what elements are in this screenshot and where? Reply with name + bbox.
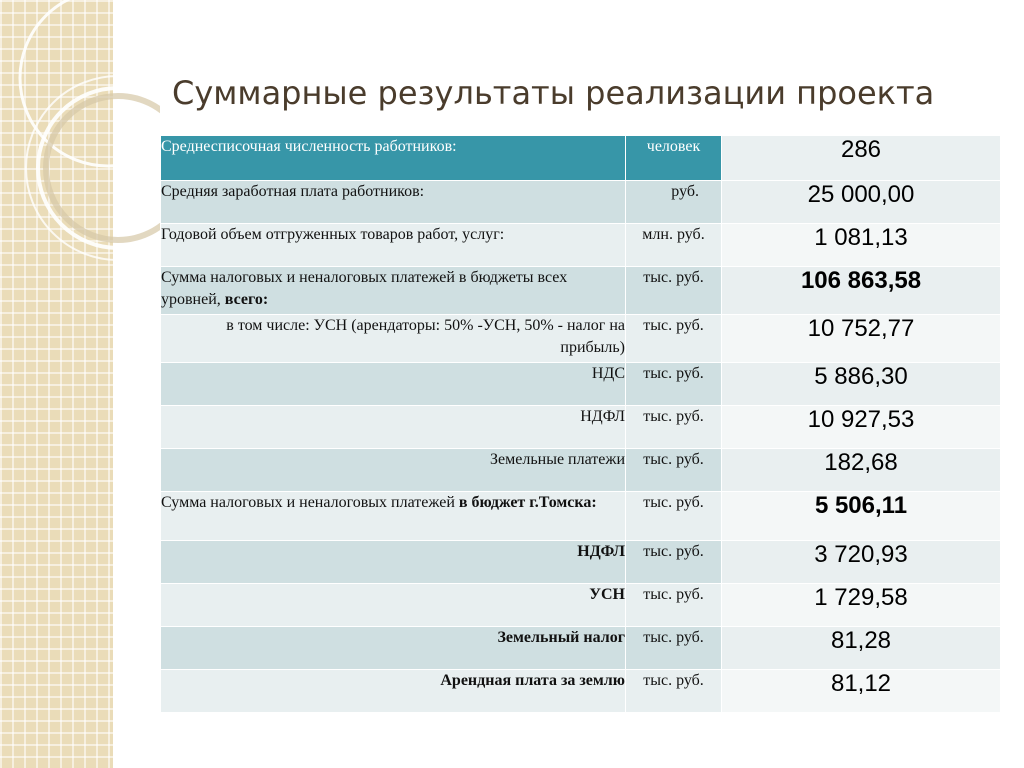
- row-unit: тыс. руб.: [626, 406, 722, 449]
- row-unit: тыс. руб.: [626, 267, 722, 315]
- results-table: [160, 135, 1001, 713]
- table-row: [161, 363, 1001, 406]
- row-label: УСН: [161, 584, 626, 627]
- row-value: 1 729,58: [722, 584, 1001, 627]
- row-value: 106 863,58: [722, 267, 1001, 315]
- table-row: [161, 584, 1001, 627]
- row-label: [161, 492, 626, 541]
- row-unit: тыс. руб.: [626, 492, 722, 541]
- row-label: НДФЛ: [161, 541, 626, 584]
- table-row: [161, 267, 1001, 315]
- table-row: [161, 224, 1001, 267]
- row-label: в том числе: УСН (арендаторы: 50% -УСН, 50% - налог на прибыль): [161, 315, 626, 363]
- row-value: 1 081,13: [722, 224, 1001, 267]
- row-label-text: Сумма налоговых и неналоговых платежей: [161, 494, 459, 511]
- row-value: 5 886,30: [722, 363, 1001, 406]
- row-label: [161, 267, 626, 315]
- row-value: 25 000,00: [722, 181, 1001, 224]
- row-label-bold: всего:: [224, 291, 269, 308]
- row-unit: тыс. руб.: [626, 449, 722, 492]
- row-value: 5 506,11: [722, 492, 1001, 541]
- row-label: Земельный налог: [161, 627, 626, 670]
- table-row: [161, 181, 1001, 224]
- row-label-bold: в бюджет г.Томска:: [458, 494, 597, 511]
- table-row: [161, 492, 1001, 541]
- row-value: 81,12: [722, 670, 1001, 713]
- row-unit: тыс. руб.: [626, 541, 722, 584]
- row-unit: тыс. руб.: [626, 363, 722, 406]
- row-label: Земельные платежи: [161, 449, 626, 492]
- row-label: Арендная плата за землю: [161, 670, 626, 713]
- table-row: [161, 670, 1001, 713]
- row-value: 3 720,93: [722, 541, 1001, 584]
- row-label: Годовой объем отгруженных товаров работ, услуг:: [161, 224, 626, 267]
- row-label: Средняя заработная плата работников:: [161, 181, 626, 224]
- row-label: Среднесписочная численность работников:: [161, 136, 626, 181]
- decorative-circles: [0, 0, 160, 300]
- row-value: 10 927,53: [722, 406, 1001, 449]
- row-label: НДФЛ: [161, 406, 626, 449]
- row-value: 10 752,77: [722, 315, 1001, 363]
- row-unit: тыс. руб.: [626, 584, 722, 627]
- row-label: НДС: [161, 363, 626, 406]
- table-row: [161, 406, 1001, 449]
- row-label-text: Сумма налоговых и неналоговых платежей в бюджеты всех уровней,: [161, 269, 568, 308]
- row-unit: тыс. руб.: [626, 670, 722, 713]
- slide-title: Суммарные результаты реализации проекта: [172, 74, 935, 112]
- table-row: [161, 541, 1001, 584]
- row-value: 182,68: [722, 449, 1001, 492]
- table-row: [161, 136, 1001, 181]
- table-row: [161, 315, 1001, 363]
- row-unit: руб.: [626, 181, 722, 224]
- row-unit: тыс. руб.: [626, 627, 722, 670]
- row-unit: млн. руб.: [626, 224, 722, 267]
- row-value: 81,28: [722, 627, 1001, 670]
- row-unit: человек: [626, 136, 722, 181]
- table-row: [161, 449, 1001, 492]
- row-value: 286: [722, 136, 1001, 181]
- row-unit: тыс. руб.: [626, 315, 722, 363]
- table-row: [161, 627, 1001, 670]
